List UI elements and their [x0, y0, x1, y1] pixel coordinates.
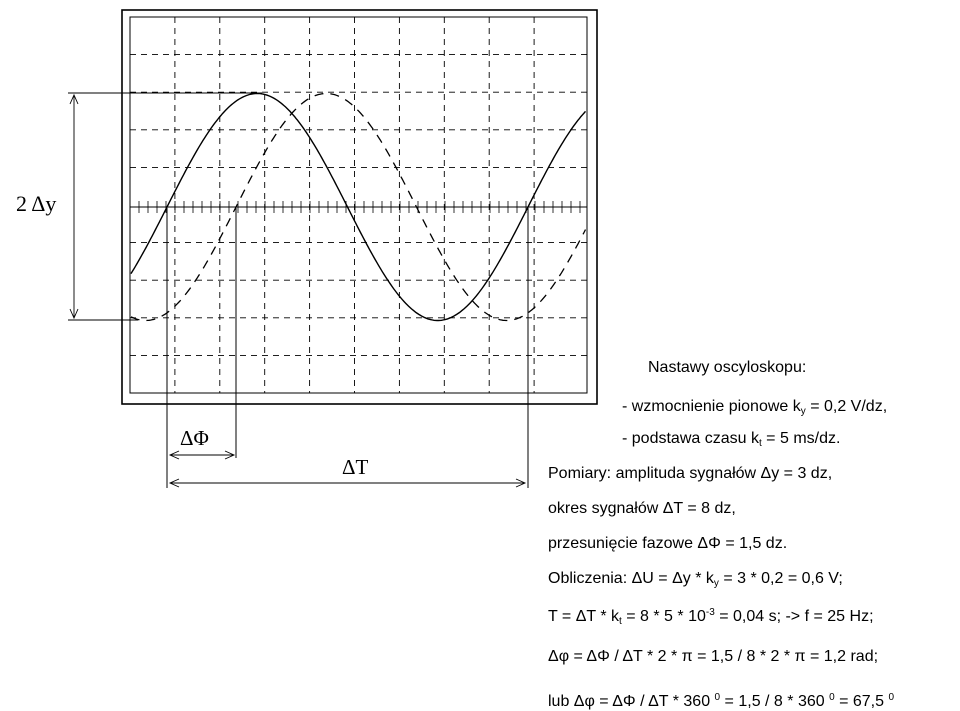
calc-phase-rad: Δφ = ΔΦ / ΔT * 2 * π = 1,5 / 8 * 2 * π = 1,2 rad; [548, 648, 879, 665]
scope-screen-border [130, 17, 587, 393]
calc-period-frequency: $T = \Delta T * k_t = 8 * 5 * 10^{-3} = 0,04$ s; -> f = 25 Hz; [548, 607, 874, 627]
scope-grid [130, 17, 587, 393]
label-delta-phi: ΔΦ [180, 426, 209, 450]
settings-title: Nastawy oscyloskopu: [648, 359, 807, 376]
settings-timebase: - podstawa czasu $k_t = 5$ ms/dz. [622, 430, 841, 449]
label-delta-t: ΔT [342, 455, 369, 479]
label-2-delta-y: 2 Δy [16, 191, 57, 216]
measurement-period: okres sygnałów ΔT = 8 dz, [548, 500, 736, 517]
calc-voltage: Obliczenia: $\Delta U = \Delta y * k_y = 3 * 0,2 = 0,6$ V; [548, 570, 843, 589]
calc-phase-deg: lub Δφ = ΔΦ / ΔT * 360 $^0$ = 1,5 / 8 * 360 $^0$ = 67,5 $^0$ [548, 692, 895, 710]
measurement-phase-shift: przesunięcie fazowe ΔΦ = 1,5 dz. [548, 535, 788, 552]
settings-gain: - wzmocnienie pionowe $k_y = 0,2$ V/dz, [622, 398, 888, 417]
measurement-amplitude: Pomiary: amplituda sygnałów Δy = 3 dz, [548, 465, 833, 482]
